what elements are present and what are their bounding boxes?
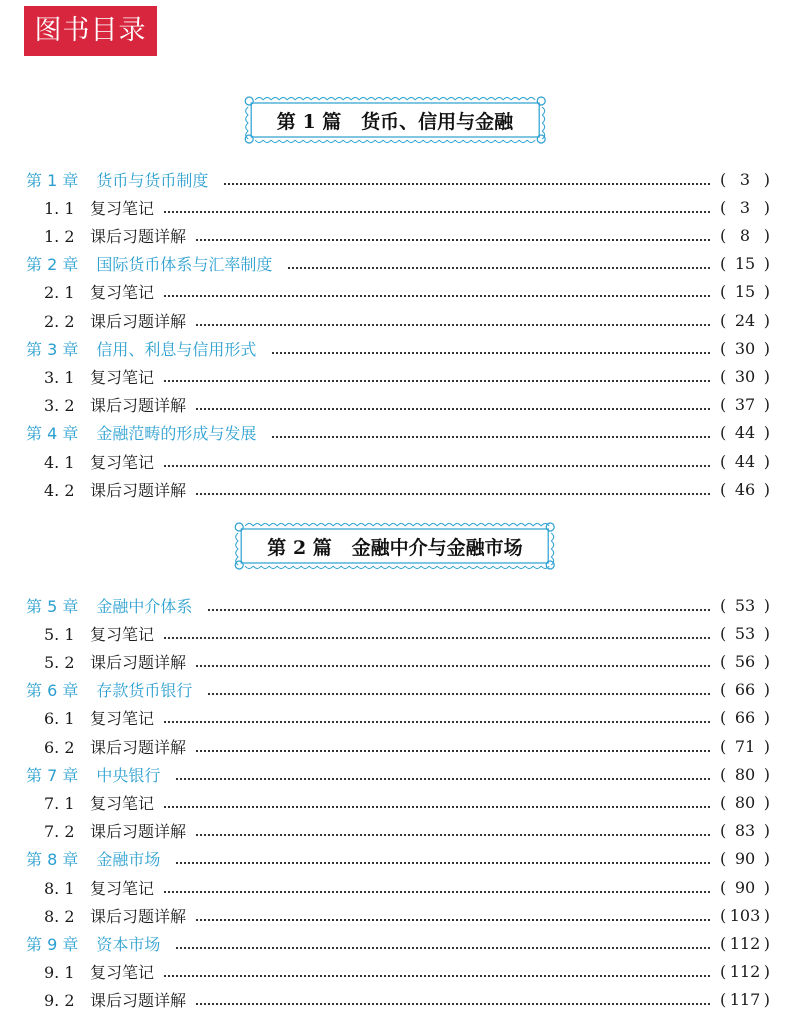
section-heading — [0, 224, 186, 247]
paren-close: ) — [763, 736, 770, 756]
section-title: 课后习题详解 — [90, 822, 187, 842]
paren-close: ) — [763, 708, 770, 728]
section-number: 6. 2 — [44, 737, 75, 757]
page-number-value: 44 — [734, 423, 756, 443]
part-banner — [0, 92, 790, 148]
section-heading — [0, 393, 186, 416]
page-number — [720, 934, 770, 953]
chapter-heading — [0, 763, 160, 786]
page-number-value: 53 — [734, 595, 756, 615]
section-heading — [0, 622, 154, 645]
page-number — [720, 765, 770, 784]
page-number-value: 44 — [734, 451, 756, 471]
paren-open: ( — [720, 849, 727, 869]
toc-section-row[interactable] — [0, 221, 790, 249]
toc-section-row[interactable] — [0, 647, 790, 675]
dot-leader — [196, 749, 710, 752]
dot-leader — [196, 918, 710, 921]
toc-section-row[interactable] — [0, 475, 790, 503]
dot-leader — [272, 435, 710, 438]
paren-close: ) — [763, 423, 770, 443]
dot-leader — [196, 833, 710, 836]
page-number — [720, 990, 770, 1009]
section-heading — [0, 876, 154, 899]
dot-leader — [164, 210, 710, 213]
paren-open: ( — [720, 792, 727, 812]
paren-close: ) — [763, 905, 770, 925]
page-number-value: 56 — [734, 651, 756, 671]
part-heading — [277, 107, 513, 134]
paren-close: ) — [763, 451, 770, 471]
page-number — [720, 624, 770, 643]
paren-close: ) — [763, 595, 770, 615]
section-number: 7. 2 — [44, 822, 75, 842]
chapter-title: 国际货币体系与汇率制度 — [96, 255, 273, 275]
chapter-title: 中央银行 — [96, 765, 161, 785]
toc-chapter-row[interactable] — [0, 929, 790, 957]
chapter-heading — [0, 337, 256, 360]
page-number — [720, 226, 770, 245]
dot-leader — [176, 777, 710, 780]
toc-section-row[interactable] — [0, 362, 790, 390]
dot-leader — [164, 805, 710, 808]
toc-section-row[interactable] — [0, 619, 790, 647]
part-banner — [0, 518, 790, 574]
section-title: 课后习题详解 — [90, 906, 187, 926]
toc-chapter-row[interactable] — [0, 165, 790, 193]
paren-close: ) — [763, 821, 770, 841]
section-heading — [0, 650, 186, 673]
section-title: 复习笔记 — [90, 198, 155, 218]
paren-open: ( — [720, 623, 727, 643]
section-number: 7. 1 — [44, 793, 75, 813]
toc-chapter-row[interactable] — [0, 419, 790, 447]
chapter-title: 存款货币银行 — [96, 681, 193, 701]
section-title: 课后习题详解 — [90, 311, 187, 331]
toc-section-row[interactable] — [0, 901, 790, 929]
page-number-value: 37 — [734, 395, 756, 415]
section-title: 复习笔记 — [90, 793, 155, 813]
page-number — [720, 480, 770, 499]
page-number — [720, 906, 770, 925]
dot-leader — [196, 238, 710, 241]
page-number-value: 53 — [734, 623, 756, 643]
paren-close: ) — [763, 877, 770, 897]
paren-open: ( — [720, 708, 727, 728]
part-label-prefix: 第 — [267, 536, 287, 559]
page-number — [720, 367, 770, 386]
toc-section-row[interactable] — [0, 278, 790, 306]
toc-section-row[interactable] — [0, 986, 790, 1014]
paren-open: ( — [720, 197, 727, 217]
paren-open: ( — [720, 310, 727, 330]
part-title: 金融中介与金融市场 — [351, 536, 523, 559]
paren-close: ) — [763, 849, 770, 869]
toc-section-row[interactable] — [0, 732, 790, 760]
paren-open: ( — [720, 338, 727, 358]
chapter-label: 第 4 章 — [26, 424, 79, 444]
section-heading — [0, 904, 186, 927]
paren-open: ( — [720, 225, 727, 245]
toc-chapter-row[interactable] — [0, 250, 790, 278]
dot-leader — [176, 946, 710, 949]
dot-leader — [196, 1002, 710, 1005]
page-number-value: 66 — [734, 680, 756, 700]
section-heading — [0, 365, 154, 388]
paren-open: ( — [720, 366, 727, 386]
page-number-value: 24 — [734, 310, 756, 330]
paren-open: ( — [720, 423, 727, 443]
paren-close: ) — [763, 169, 770, 189]
dot-leader — [164, 294, 710, 297]
section-title: 复习笔记 — [90, 367, 155, 387]
chapter-title: 金融市场 — [96, 850, 161, 870]
section-heading — [0, 960, 154, 983]
paren-close: ) — [763, 395, 770, 415]
page-number-value: 15 — [734, 254, 756, 274]
page-number — [720, 423, 770, 442]
page-number — [720, 708, 770, 727]
chapter-title: 信用、利息与信用形式 — [96, 339, 257, 359]
section-number: 4. 1 — [44, 452, 75, 472]
page-number-value: 66 — [734, 708, 756, 728]
dot-leader — [208, 692, 710, 695]
page-number-value: 112 — [729, 933, 761, 953]
part-label-suffix: 篇 — [322, 110, 342, 133]
section-number: 9. 2 — [44, 991, 75, 1011]
section-number: 1. 2 — [44, 226, 75, 246]
paren-close: ) — [763, 680, 770, 700]
paren-close: ) — [763, 479, 770, 499]
section-number: 8. 2 — [44, 906, 75, 926]
chapter-label: 第 5 章 — [26, 596, 79, 616]
paren-open: ( — [720, 736, 727, 756]
paren-close: ) — [763, 792, 770, 812]
dot-leader — [288, 266, 710, 269]
page-number — [720, 395, 770, 414]
paren-open: ( — [720, 169, 727, 189]
part-title: 货币、信用与金融 — [361, 110, 514, 133]
page-number — [720, 254, 770, 273]
page-number-value: 103 — [729, 905, 761, 925]
chapter-heading — [0, 594, 192, 617]
page-number-value: 3 — [739, 197, 751, 217]
dot-leader — [176, 861, 710, 864]
page-number — [720, 793, 770, 812]
section-title: 课后习题详解 — [90, 226, 187, 246]
part-number: 1 — [302, 110, 316, 133]
page-number-value: 30 — [734, 366, 756, 386]
header-badge — [24, 6, 157, 56]
section-heading — [0, 706, 154, 729]
toc-section-row[interactable] — [0, 306, 790, 334]
toc-section-row[interactable] — [0, 817, 790, 845]
paren-open: ( — [720, 595, 727, 615]
chapter-heading — [0, 678, 192, 701]
paren-close: ) — [763, 933, 770, 953]
section-heading — [0, 196, 154, 219]
chapter-heading — [0, 252, 272, 275]
page-number — [720, 878, 770, 897]
dot-leader — [196, 407, 710, 410]
page-number — [720, 311, 770, 330]
page-number-value: 71 — [734, 736, 756, 756]
dot-leader — [164, 974, 710, 977]
paren-close: ) — [763, 197, 770, 217]
toc-chapter-row[interactable] — [0, 760, 790, 788]
section-title: 复习笔记 — [90, 283, 155, 303]
chapter-heading — [0, 847, 160, 870]
chapter-label: 第 9 章 — [26, 934, 79, 954]
part-heading-box — [233, 521, 556, 571]
section-title: 复习笔记 — [90, 624, 155, 644]
toc-chapter-row[interactable] — [0, 334, 790, 362]
toc-section-row[interactable] — [0, 704, 790, 732]
section-title: 复习笔记 — [90, 878, 155, 898]
section-number: 1. 1 — [44, 198, 75, 218]
page-number — [720, 452, 770, 471]
section-number: 5. 1 — [44, 624, 75, 644]
page-number — [720, 170, 770, 189]
section-title: 课后习题详解 — [90, 737, 187, 757]
section-title: 课后习题详解 — [90, 991, 187, 1011]
chapter-title: 金融中介体系 — [96, 596, 193, 616]
page-number-value: 8 — [739, 225, 751, 245]
part-heading — [267, 533, 522, 560]
paren-close: ) — [763, 225, 770, 245]
paren-open: ( — [720, 764, 727, 784]
dot-leader — [196, 492, 710, 495]
paren-close: ) — [763, 254, 770, 274]
chapter-label: 第 7 章 — [26, 765, 79, 785]
paren-open: ( — [720, 395, 727, 415]
paren-open: ( — [720, 651, 727, 671]
section-number: 8. 1 — [44, 878, 75, 898]
toc-section-row[interactable] — [0, 193, 790, 221]
page-number-value: 15 — [734, 282, 756, 302]
paren-open: ( — [720, 905, 727, 925]
dot-leader — [196, 664, 710, 667]
section-title: 复习笔记 — [90, 963, 155, 983]
paren-open: ( — [720, 282, 727, 302]
section-heading — [0, 280, 154, 303]
dot-leader — [164, 890, 710, 893]
paren-open: ( — [720, 451, 727, 471]
paren-close: ) — [763, 651, 770, 671]
page-number — [720, 596, 770, 615]
paren-close: ) — [763, 310, 770, 330]
paren-open: ( — [720, 254, 727, 274]
section-number: 6. 1 — [44, 709, 75, 729]
dot-leader — [164, 720, 710, 723]
dot-leader — [208, 608, 710, 611]
page-number — [720, 652, 770, 671]
page-number — [720, 680, 770, 699]
chapter-label: 第 6 章 — [26, 681, 79, 701]
paren-close: ) — [763, 623, 770, 643]
paren-open: ( — [720, 933, 727, 953]
section-heading — [0, 988, 186, 1011]
page-number-value: 80 — [734, 792, 756, 812]
section-title: 课后习题详解 — [90, 396, 187, 416]
page-number-value: 30 — [734, 338, 756, 358]
toc-chapter-row[interactable] — [0, 676, 790, 704]
part-label-prefix: 第 — [276, 110, 296, 133]
chapter-title: 资本市场 — [96, 934, 161, 954]
chapter-heading — [0, 421, 256, 444]
paren-close: ) — [763, 338, 770, 358]
paren-close: ) — [763, 764, 770, 784]
paren-close: ) — [763, 962, 770, 982]
section-number: 2. 2 — [44, 311, 75, 331]
chapter-heading — [0, 168, 208, 191]
toc-chapter-row[interactable] — [0, 845, 790, 873]
page-number-value: 46 — [734, 479, 756, 499]
page-number — [720, 339, 770, 358]
section-number: 2. 1 — [44, 283, 75, 303]
section-heading — [0, 735, 186, 758]
chapter-label: 第 8 章 — [26, 850, 79, 870]
page-number-value: 90 — [734, 877, 756, 897]
page-number-value: 3 — [739, 169, 751, 189]
page-number-value: 112 — [729, 962, 761, 982]
dot-leader — [164, 464, 710, 467]
header-title: 图书目录 — [34, 15, 147, 46]
part-heading-box — [243, 95, 547, 145]
toc-section-row[interactable] — [0, 788, 790, 816]
paren-open: ( — [720, 962, 727, 982]
chapter-label: 第 1 章 — [26, 170, 79, 190]
page-number — [720, 282, 770, 301]
paren-open: ( — [720, 877, 727, 897]
section-heading — [0, 819, 186, 842]
page-number-value: 117 — [729, 990, 761, 1010]
paren-open: ( — [720, 990, 727, 1010]
page-number-value: 80 — [734, 764, 756, 784]
section-number: 5. 2 — [44, 652, 75, 672]
section-title: 课后习题详解 — [90, 652, 187, 672]
paren-open: ( — [720, 680, 727, 700]
toc-chapter-row[interactable] — [0, 591, 790, 619]
page-number — [720, 737, 770, 756]
page-number — [720, 198, 770, 217]
page-number-value: 90 — [734, 849, 756, 869]
dot-leader — [272, 351, 710, 354]
chapter-label: 第 3 章 — [26, 339, 79, 359]
section-title: 课后习题详解 — [90, 480, 187, 500]
section-number: 4. 2 — [44, 480, 75, 500]
page-number-value: 83 — [734, 821, 756, 841]
section-number: 3. 2 — [44, 396, 75, 416]
part-number: 2 — [292, 536, 307, 559]
page-number — [720, 962, 770, 981]
dot-leader — [164, 379, 710, 382]
paren-close: ) — [763, 282, 770, 302]
section-heading — [0, 478, 186, 501]
chapter-title: 金融范畴的形成与发展 — [96, 424, 257, 444]
paren-open: ( — [720, 479, 727, 499]
toc-section-row[interactable] — [0, 958, 790, 986]
paren-close: ) — [763, 366, 770, 386]
chapter-label: 第 2 章 — [26, 255, 79, 275]
section-title: 复习笔记 — [90, 452, 155, 472]
toc-section-row[interactable] — [0, 873, 790, 901]
paren-close: ) — [763, 990, 770, 1010]
section-heading — [0, 450, 154, 473]
page-number — [720, 849, 770, 868]
part-label-suffix: 篇 — [312, 536, 332, 559]
section-heading — [0, 309, 186, 332]
dot-leader — [196, 323, 710, 326]
page-number — [720, 821, 770, 840]
dot-leader — [164, 636, 710, 639]
section-title: 复习笔记 — [90, 709, 155, 729]
section-number: 9. 1 — [44, 963, 75, 983]
dot-leader — [224, 182, 710, 185]
chapter-title: 货币与货币制度 — [96, 170, 209, 190]
section-number: 3. 1 — [44, 367, 75, 387]
toc-section-row[interactable] — [0, 447, 790, 475]
section-heading — [0, 791, 154, 814]
paren-open: ( — [720, 821, 727, 841]
chapter-heading — [0, 932, 160, 955]
toc-section-row[interactable] — [0, 391, 790, 419]
